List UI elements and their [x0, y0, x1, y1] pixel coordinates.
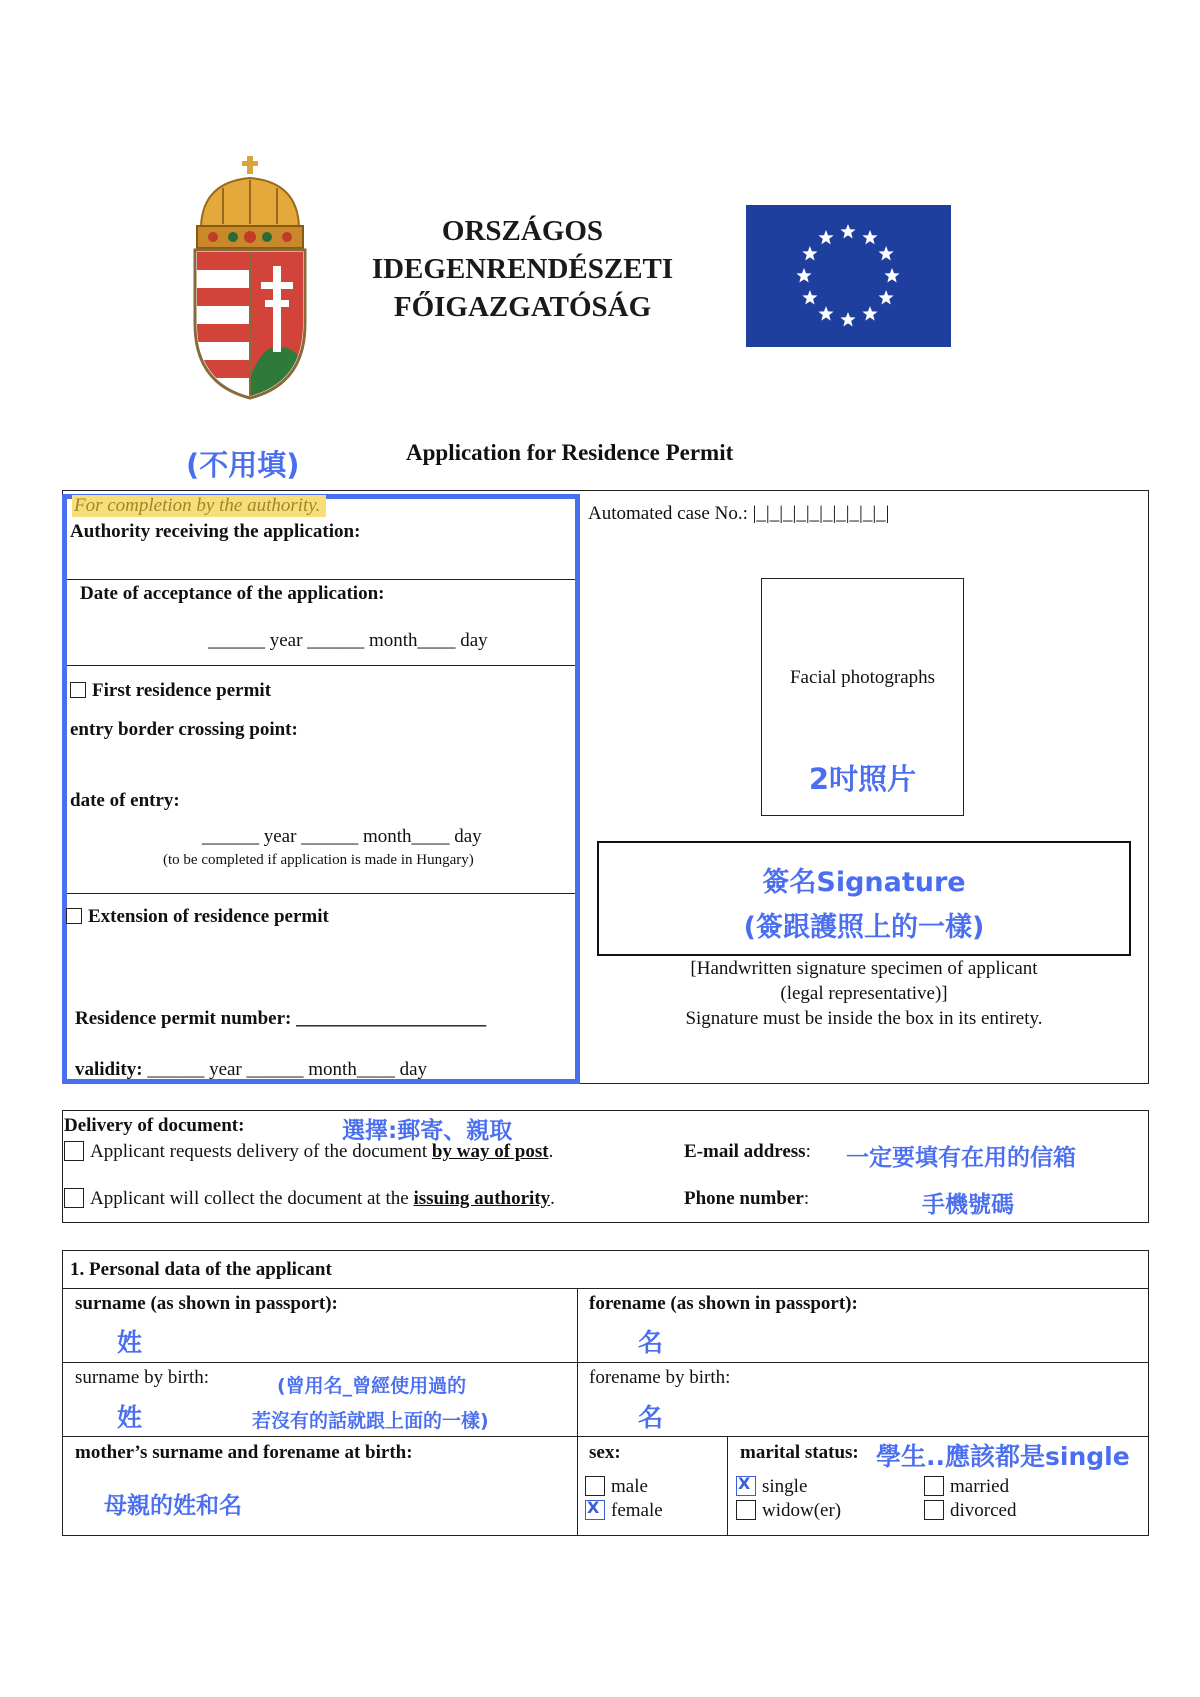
agency-line-2: IDEGENRENDÉSZETI	[371, 253, 674, 285]
note-surname-birth-2: 若沒有的話就跟上面的一樣)	[252, 1410, 489, 1432]
phone-field[interactable]	[684, 1188, 809, 1210]
mother-name-label: mother’s surname and forename at birth:	[75, 1442, 413, 1463]
phone-colon: :	[803, 1188, 810, 1209]
coat-of-arms	[183, 148, 319, 400]
sex-label: sex:	[589, 1442, 621, 1463]
date-of-entry-label: date of entry:	[70, 790, 180, 811]
extension-label: Extension of residence permit	[88, 906, 329, 927]
signature-caption-line-3: Signature must be inside the box in its entirety.	[685, 1008, 1043, 1029]
sex-female-label: female	[611, 1500, 663, 1521]
acceptance-date[interactable]: ______ year ______ month____ day	[208, 630, 488, 651]
sex-male-label: male	[611, 1476, 648, 1497]
delivery-collect-suffix: .	[550, 1188, 555, 1209]
page-title: Application for Residence Permit	[406, 440, 734, 465]
note-forename-birth: 名	[638, 1403, 664, 1432]
entry-point-label: entry border crossing point:	[70, 719, 298, 740]
marital-widow-label: widow(er)	[762, 1500, 842, 1521]
marital-divorced-checkbox[interactable]	[924, 1500, 944, 1520]
delivery-post-option[interactable]	[64, 1141, 553, 1163]
delivery-collect-link: issuing authority	[413, 1188, 551, 1209]
email-field[interactable]	[684, 1141, 811, 1163]
delivery-post-link: by way of post	[431, 1141, 549, 1162]
note-phone: 手機號碼	[922, 1192, 1014, 1218]
sex-male-checkbox[interactable]	[585, 1476, 605, 1496]
personal-section-title: 1. Personal data of the applicant	[70, 1259, 332, 1280]
first-permit-option[interactable]	[70, 680, 271, 702]
marital-single-label: single	[762, 1476, 808, 1497]
marital-widow-checkbox[interactable]	[736, 1500, 756, 1520]
email-colon: :	[805, 1141, 811, 1162]
note-surname-birth: 姓	[117, 1403, 143, 1432]
sex-female-checkbox[interactable]	[585, 1500, 605, 1520]
delivery-post-suffix: .	[548, 1141, 554, 1162]
sex-female-option[interactable]	[585, 1500, 663, 1522]
marital-married-checkbox[interactable]	[924, 1476, 944, 1496]
validity-label: validity:	[75, 1059, 143, 1080]
delivery-post-checkbox[interactable]	[64, 1141, 84, 1161]
forename-label: forename (as shown in passport):	[589, 1293, 858, 1314]
eu-flag	[746, 205, 951, 347]
delivery-collect-option[interactable]	[64, 1188, 555, 1210]
permit-number-label[interactable]: Residence permit number: ____________________	[75, 1008, 487, 1029]
note-signature-1: 簽名Signature	[762, 867, 966, 898]
authority-completion-note: For completion by the authority.	[72, 495, 326, 517]
note-forename: 名	[638, 1328, 664, 1357]
forename-birth-label: forename by birth:	[589, 1367, 731, 1388]
hungarian-coat-of-arms-icon	[183, 148, 319, 400]
note-mother: 母親的姓和名	[104, 1493, 242, 1519]
validity-row[interactable]	[75, 1059, 427, 1081]
delivery-collect-checkbox[interactable]	[64, 1188, 84, 1208]
marital-status-label: marital status:	[740, 1442, 859, 1463]
note-delivery: 選擇:郵寄、親取	[342, 1118, 513, 1144]
first-permit-label: First residence permit	[92, 680, 272, 701]
validity-date: ______ year ______ month____ day	[147, 1059, 427, 1080]
surname-label: surname (as shown in passport):	[75, 1293, 338, 1314]
marital-single-checkbox[interactable]	[736, 1476, 756, 1496]
agency-name	[340, 212, 705, 326]
marital-widow-option[interactable]	[736, 1500, 841, 1522]
note-surname: 姓	[117, 1328, 143, 1357]
surname-birth-label: surname by birth:	[75, 1367, 210, 1388]
signature-caption-line-2: (legal representative)]	[780, 983, 948, 1004]
note-no-fill: (不用填)	[186, 448, 300, 482]
note-photo: 2吋照片	[808, 762, 917, 796]
marital-single-option[interactable]	[736, 1476, 807, 1498]
authority-receiving-label: Authority receiving the application:	[70, 521, 361, 542]
signature-caption-line-1: [Handwritten signature specimen of applicant	[690, 958, 1038, 979]
acceptance-date-label: Date of acceptance of the application:	[80, 583, 385, 604]
signature-caption	[597, 956, 1131, 1031]
marital-married-label: married	[950, 1476, 1010, 1497]
sex-male-option[interactable]	[585, 1476, 648, 1498]
eu-flag-icon	[746, 205, 951, 347]
delivery-collect-text: Applicant will collect the document at the	[90, 1188, 409, 1209]
agency-line-1: ORSZÁGOS	[441, 215, 604, 247]
marital-divorced-label: divorced	[950, 1500, 1017, 1521]
entry-date[interactable]: ______ year ______ month____ day	[202, 826, 482, 847]
extension-checkbox[interactable]	[66, 908, 82, 924]
note-signature-2: (簽跟護照上的一樣)	[743, 912, 985, 943]
phone-label: Phone number	[684, 1188, 804, 1209]
email-label: E-mail address	[684, 1141, 806, 1162]
extension-option[interactable]	[66, 906, 329, 928]
first-permit-checkbox[interactable]	[70, 682, 86, 698]
case-number: Automated case No.: |_|_|_|_|_|_|_|_|_|_|	[588, 503, 890, 524]
delivery-post-text: Applicant requests delivery of the document	[90, 1141, 428, 1162]
marital-married-option[interactable]	[924, 1476, 1009, 1498]
note-marital: 學生..應該都是single	[876, 1442, 1130, 1471]
note-surname-birth-1: (曾用名_曾經使用過的	[277, 1375, 467, 1397]
photo-label: Facial photographs	[789, 667, 936, 688]
marital-divorced-option[interactable]	[924, 1500, 1016, 1522]
entry-note: (to be completed if application is made in Hungary)	[163, 852, 474, 868]
delivery-label: Delivery of document:	[64, 1115, 245, 1136]
note-email: 一定要填有在用的信箱	[846, 1145, 1076, 1171]
agency-line-3: FŐIGAZGATÓSÁG	[393, 291, 652, 323]
